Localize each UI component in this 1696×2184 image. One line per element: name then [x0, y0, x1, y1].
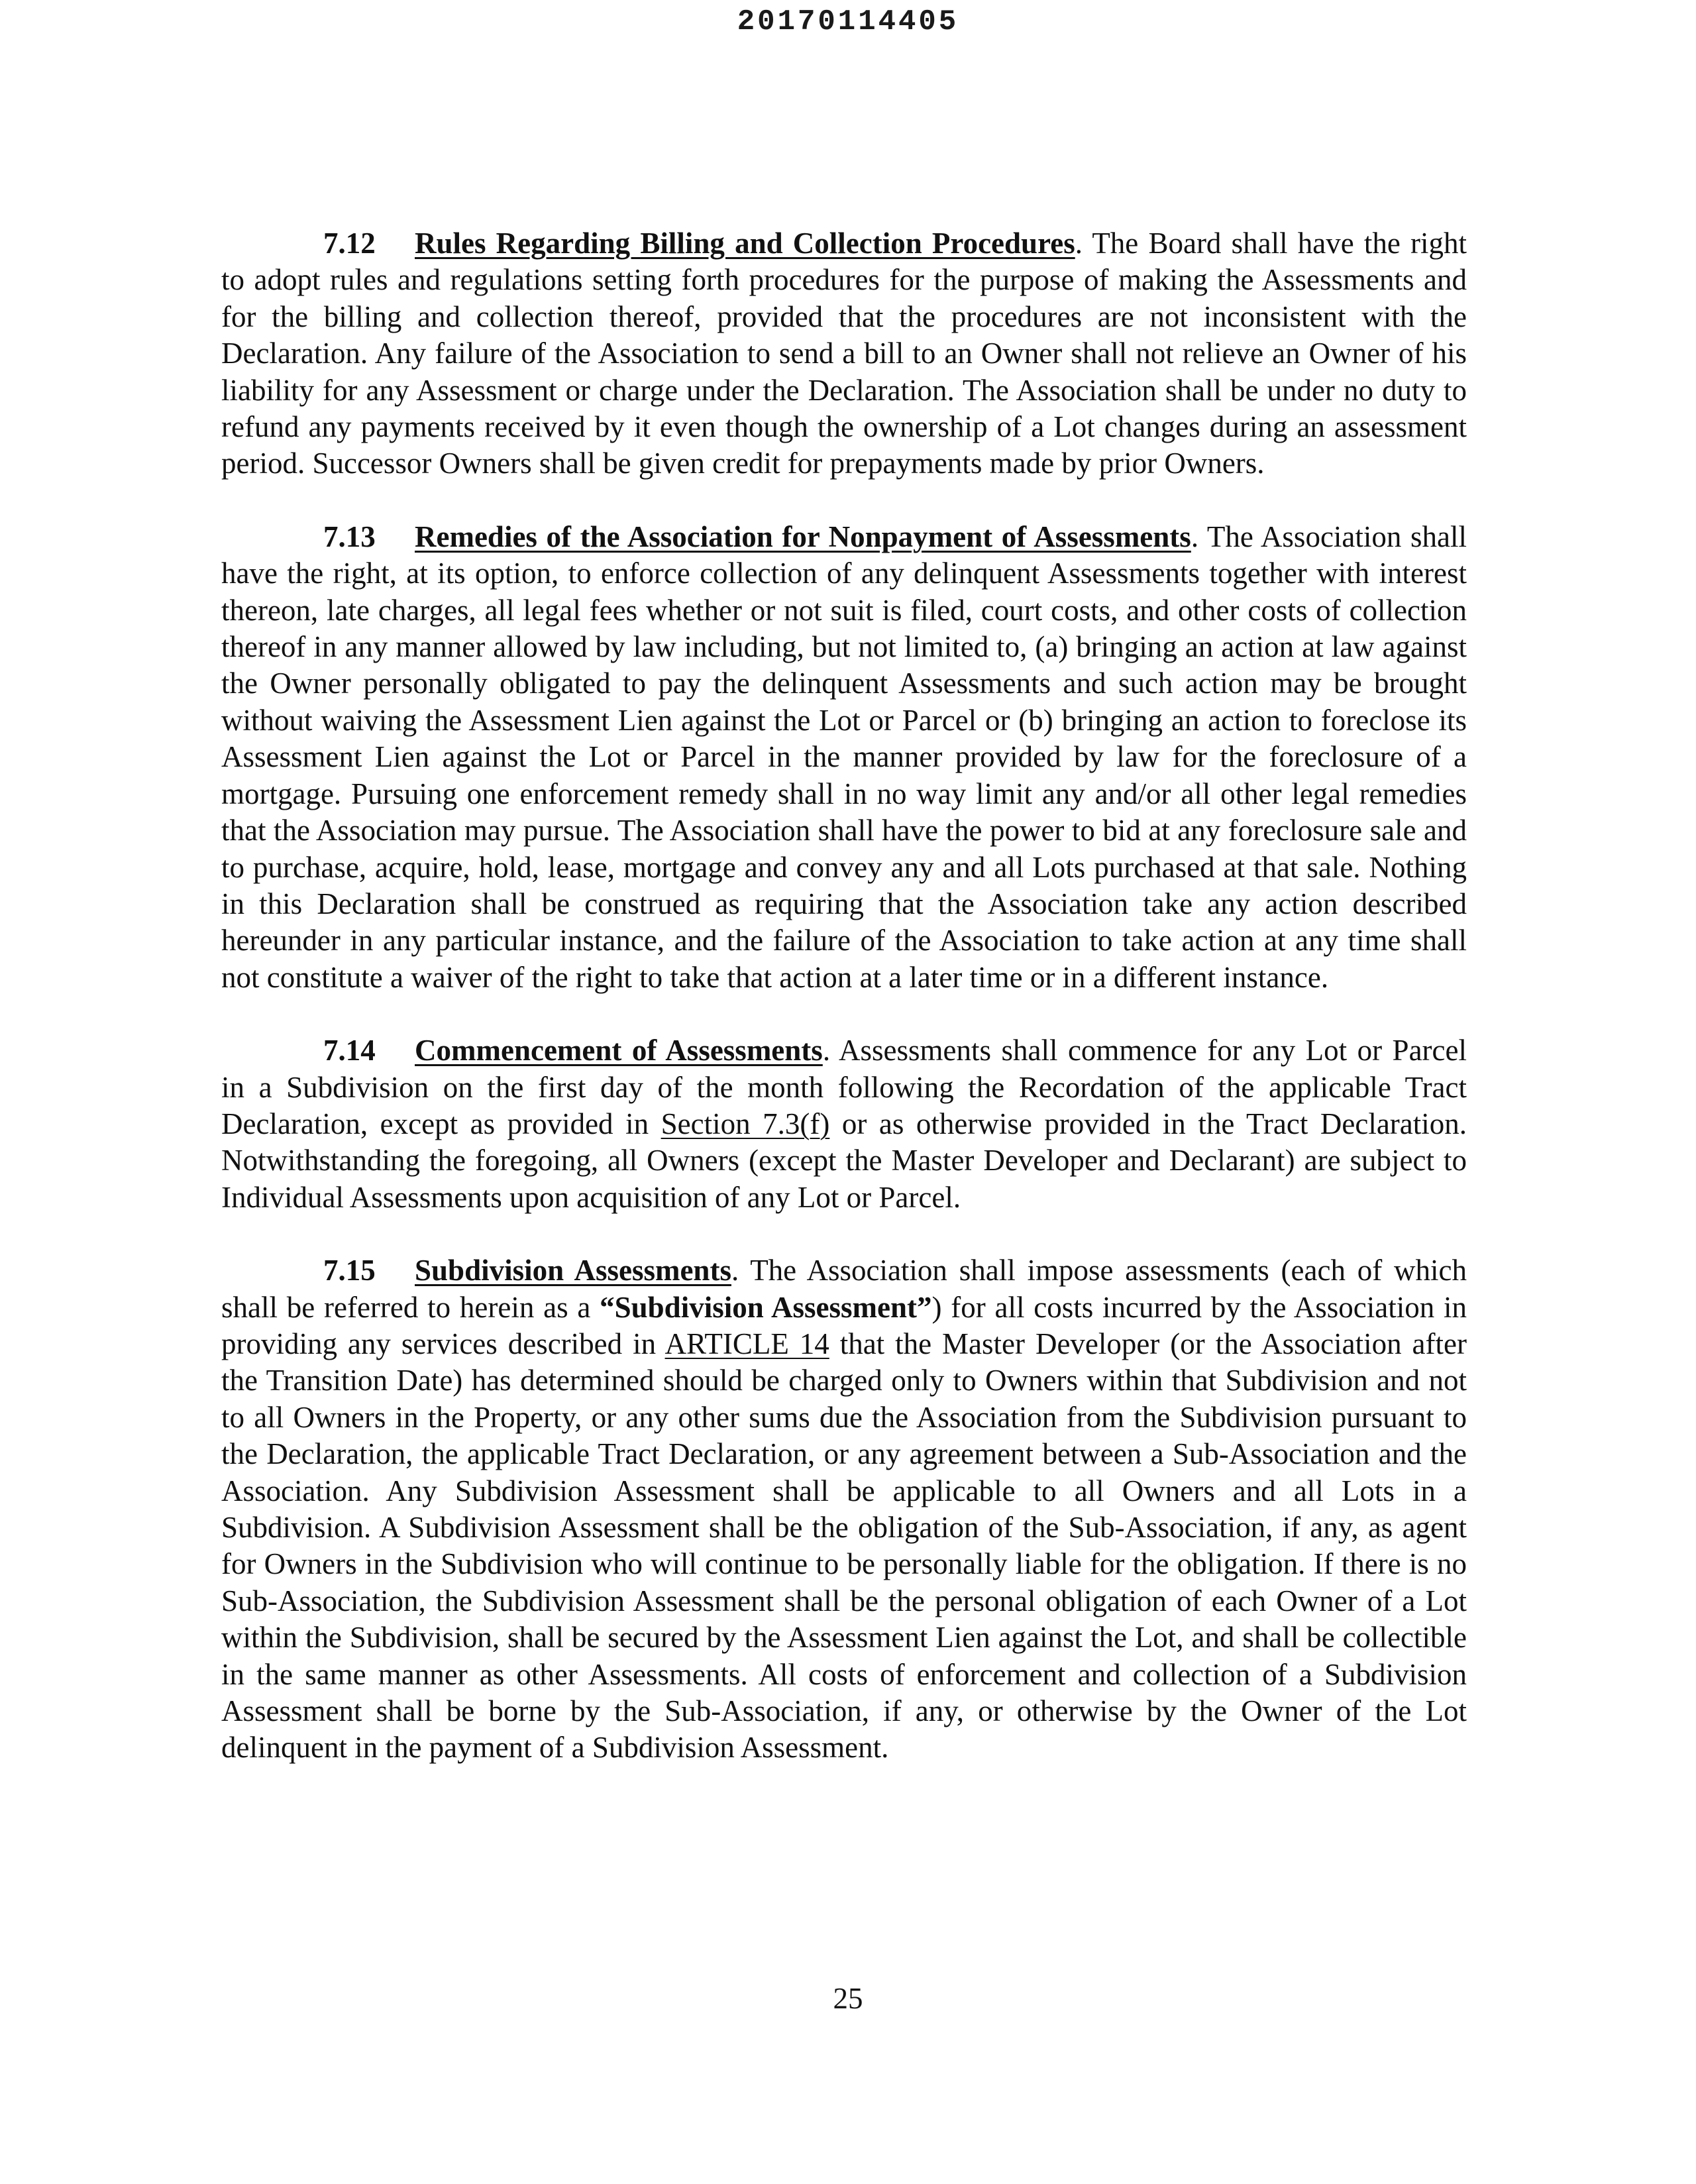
section-7-13: [221, 519, 1467, 996]
page-body: [221, 225, 1467, 1803]
section-title: Subdivision Assessments: [415, 1254, 731, 1287]
section-number: 7.13: [323, 519, 376, 553]
section-number: 7.12: [323, 227, 376, 260]
page-number: 25: [833, 1982, 863, 2015]
section-body: The Association shall have the right, at its option, to enforce collection of any delinquent Assessments together with interest thereon, late charges, all legal fees whether or not suit is filed, court costs, and other costs of collection thereof in any manner allowed by law including, but not limited to, (a) bringing an action at law against the Owner personally obligated to pay the delinquent Assessments and such action may be brought without waiving the Assessment Lien against the Lot or Parcel or (b) bringing an action to foreclose its Assessment Lien against the Lot or Parcel in the manner provided by law for the foreclosure of a mortgage. Pursuing one enforcement remedy shall in no way limit any and/or all other legal remedies that the Association may pursue. The Association shall have the power to bid at any foreclosure sale and to purchase, acquire, hold, lease, mortgage and convey any and all Lots purchased at that sale. Nothing in this Declaration shall be construed as requiring that the Association take any action described hereunder in any particular instance, and the failure of the Association to take action at any time shall not constitute a waiver of the right to take that action at a later time or in a different instance.: [221, 519, 1467, 994]
section-title: Commencement of Assessments: [415, 1034, 823, 1067]
section-7-12: [221, 225, 1467, 482]
section-body: or as otherwise provided in the Tract Declaration. Notwithstanding the foregoing, all Owners (except the Master Developer and Declarant) are subject to Individual Assessments upon acquisition of any Lot or Parcel.: [221, 1107, 1467, 1214]
article-reference-link: ARTICLE 14: [664, 1327, 829, 1360]
section-body: Assessments shall commence for any Lot or Parcel in a Subdivision on the first day of the month following the Recordation of the applicable Tract Declaration, except as provided in: [221, 1034, 1467, 1140]
section-number: 7.14: [323, 1034, 376, 1067]
defined-term: “Subdivision Assessment”: [600, 1290, 932, 1324]
title-punctuation: .: [822, 1034, 831, 1067]
title-punctuation: .: [1191, 519, 1199, 553]
section-body: The Association shall impose assessments (each of which shall be referred to herein as a: [221, 1254, 1467, 1324]
recording-number: 20170114405: [737, 5, 959, 38]
section-title: Remedies of the Association for Nonpayment of Assessments: [415, 519, 1191, 553]
section-7-15: [221, 1252, 1467, 1767]
section-body: The Board shall have the right to adopt rules and regulations setting forth procedures for the purpose of making the Assessments and for the billing and collection thereof, provided that the procedures are not inconsistent with the Declaration. Any failure of the Association to send a bill to an Owner shall not relieve an Owner of his liability for any Assessment or charge under the Declaration. The Association shall be under no duty to refund any payments received by it even though the ownership of a Lot changes during an assessment period. Successor Owners shall be given credit for prepayments made by prior Owners.: [221, 227, 1467, 480]
section-title: Rules Regarding Billing and Collection Procedures: [415, 227, 1075, 260]
title-punctuation: .: [1075, 227, 1083, 260]
section-number: 7.15: [323, 1254, 376, 1287]
section-body: ) for all costs incurred by the Association in providing any services described in: [221, 1290, 1467, 1360]
section-7-14: [221, 1032, 1467, 1216]
section-body: that the Master Developer (or the Association after the Transition Date) has determined should be charged only to Owners within that Subdivision and not to all Owners in the Property, or any other sums due the Association from the Subdivision pursuant to the Declaration, the applicable Tract Declaration, or any agreement between a Sub-Association and the Association. Any Subdivision Assessment shall be applicable to all Owners and all Lots in a Subdivision. A Subdivision Assessment shall be the obligation of the Sub-Association, if any, as agent for Owners in the Subdivision who will continue to be personally liable for the obligation. If there is no Sub-Association, the Subdivision Assessment shall be the personal obligation of each Owner of a Lot within the Subdivision, shall be secured by the Assessment Lien against the Lot, and shall be collectible in the same manner as other Assessments. All costs of enforcement and collection of a Subdivision Assessment shall be borne by the Sub-Association, if any, or otherwise by the Owner of the Lot delinquent in the payment of a Subdivision Assessment.: [221, 1327, 1467, 1765]
title-punctuation: .: [731, 1254, 739, 1287]
section-reference-link: Section 7.3(f): [661, 1107, 830, 1140]
